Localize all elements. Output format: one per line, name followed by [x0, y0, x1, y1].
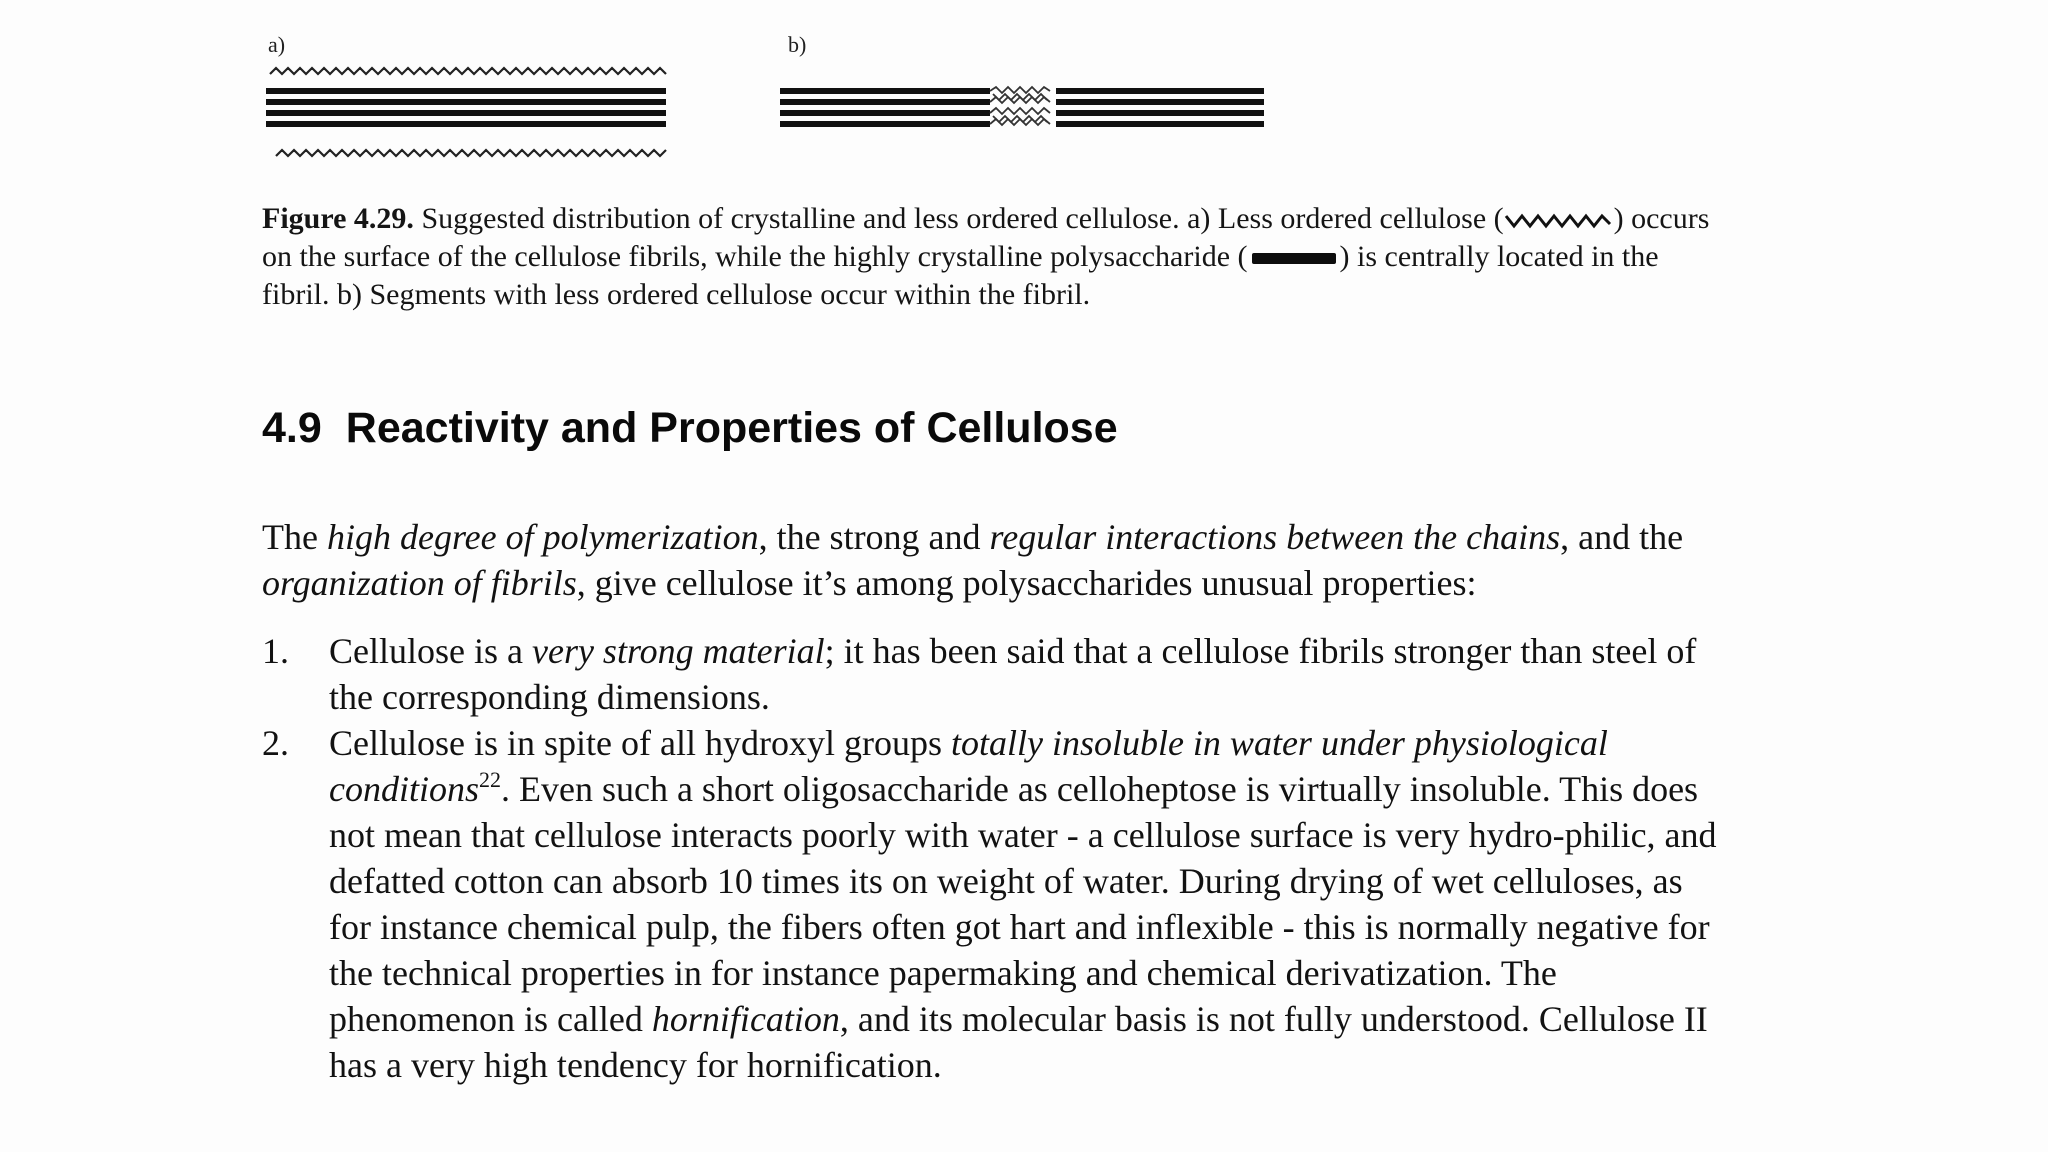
- intro-text-2: , the strong and: [758, 517, 990, 557]
- crystalline-chain-2-right: [1056, 99, 1264, 105]
- list-marker: 2.: [262, 723, 289, 763]
- section-number: 4.9: [262, 404, 322, 452]
- figure-caption: [262, 200, 1712, 314]
- figure-caption-text-3: ) is centrally located in the fibril. b) Segments with less ordered cellulose occur within the fibril.: [262, 240, 1659, 311]
- figure-panel-b-label: b): [788, 32, 807, 57]
- list-item-text: ; it has been said that a cellulose fibrils stronger than steel of the corresponding dimensions.: [329, 631, 1697, 717]
- intro-text-4: , give cellulose it’s among polysaccharides unusual properties:: [576, 563, 1477, 603]
- figure-caption-label: Figure 4.29.: [262, 202, 414, 235]
- crystalline-chain-2-left: [780, 99, 990, 105]
- figure-panel-a-label: a): [268, 32, 286, 57]
- list-item-text: Cellulose is in spite of all hydroxyl groups: [329, 723, 951, 763]
- intro-paragraph: [262, 514, 1722, 606]
- crystalline-chain-3: [266, 110, 666, 116]
- intro-emphasis-1: high degree of polymerization: [326, 517, 759, 557]
- properties-list: [262, 628, 1722, 1088]
- crystalline-chain-4: [266, 121, 666, 127]
- intro-text-3: , and the: [1560, 517, 1684, 557]
- intro-emphasis-3: organization of fibrils: [262, 563, 577, 603]
- crystalline-chain-4-right: [1056, 121, 1264, 127]
- list-item-emphasis: hornification: [651, 999, 840, 1039]
- crystalline-chain-1-right: [1056, 88, 1264, 94]
- list-item-text: , and its molecular basis is not fully understood. Cellulose II has a very high tendency for hornification.: [329, 999, 1708, 1085]
- list-item-emphasis: totally insoluble in water under physiological conditions: [329, 723, 1608, 809]
- list-item-emphasis: very strong material: [531, 631, 825, 671]
- crystalline-chain-1-left: [780, 88, 990, 94]
- crystalline-chain-3-right: [1056, 110, 1264, 116]
- figure-caption-text-2: ) occurs on the surface of the cellulose fibrils, while the highly crystalline polysaccharide (: [262, 202, 1710, 273]
- less-ordered-segment: [990, 87, 1050, 125]
- list-marker: 1.: [262, 631, 289, 671]
- crystalline-chain-1: [266, 88, 666, 94]
- list-item-text: . Even such a short oligosaccharide as celloheptose is virtually insoluble. This does not mean that cellulose interacts poorly with water - a cellulose surface is very hydro-philic, and defatted cotton can absorb 10 times its on weight of water. During drying of wet celluloses, as for instance chemical pulp, the fibers often got hart and inflexible - this is normally negative for the technical properties in for instance papermaking and chemical derivatization. The phenomenon is called: [329, 769, 1717, 1039]
- list-item-text: Cellulose is a: [329, 631, 532, 671]
- list-item: [262, 628, 1722, 720]
- section-heading: [262, 404, 1118, 453]
- intro-emphasis-2: regular interactions between the chains: [989, 517, 1561, 557]
- less-ordered-bottom-line: [276, 150, 666, 156]
- figure-caption-text-1: Suggested distribution of crystalline and less ordered cellulose. a) Less ordered cellulose (: [413, 202, 1504, 235]
- wavy-line-legend-icon: [1504, 210, 1614, 232]
- solid-bar-legend-icon: [1248, 250, 1340, 268]
- crystalline-chain-4-left: [780, 121, 990, 127]
- figure-panel-a-diagram: [270, 62, 670, 164]
- footnote-reference[interactable]: 22: [479, 767, 501, 792]
- list-item: [262, 720, 1722, 1088]
- figure-panel-b-diagram: [780, 84, 1266, 136]
- less-ordered-top-line: [270, 68, 666, 74]
- intro-text-1: The: [262, 517, 327, 557]
- crystalline-chain-2: [266, 99, 666, 105]
- crystalline-chain-3-left: [780, 110, 990, 116]
- section-title: Reactivity and Properties of Cellulose: [345, 404, 1118, 452]
